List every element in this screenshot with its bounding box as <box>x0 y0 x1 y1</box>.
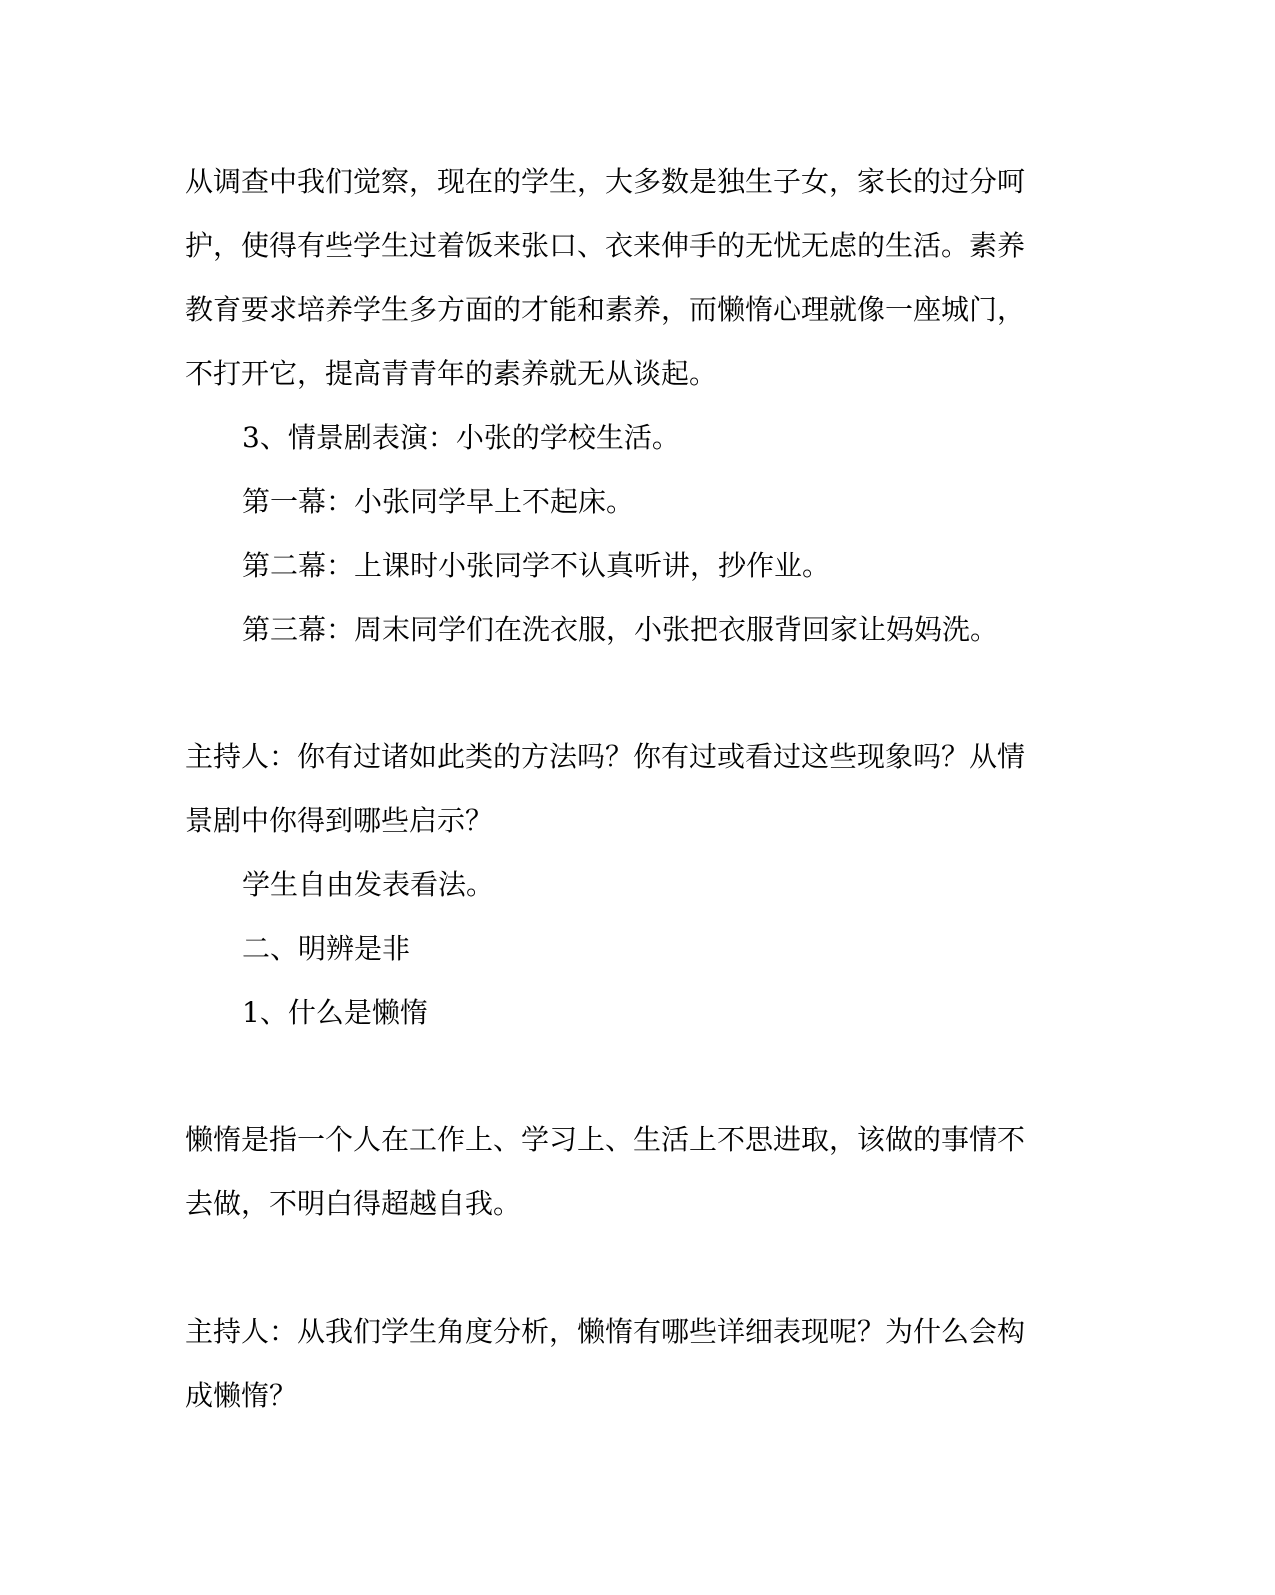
text-line: 1、什么是懒惰 <box>242 996 428 1029</box>
text-line: 3、情景剧表演：小张的学校生活。 <box>242 421 680 454</box>
text-line: 不打开它，提高青青年的素养就无从谈起。 <box>185 357 718 390</box>
text-line: 主持人：你有过诸如此类的方法吗？你有过或看过这些现象吗？从情 <box>185 740 1026 773</box>
text-line: 第二幕：上课时小张同学不认真听讲，抄作业。 <box>242 549 831 582</box>
paragraph-act-two <box>242 534 1055 598</box>
text-line: 成懒惰？ <box>185 1379 298 1412</box>
text-line: 第三幕：周末同学们在洗衣服，小张把衣服背回家让妈妈洗。 <box>242 613 999 646</box>
paragraph-act-three <box>242 598 1055 662</box>
paragraph-host-question-2 <box>185 1300 1055 1428</box>
paragraph-survey-findings <box>185 150 1055 406</box>
text-line: 懒惰是指一个人在工作上、学习上、生活上不思进取，该做的事情不 <box>185 1123 1026 1156</box>
section-heading-right-wrong <box>242 917 1055 981</box>
text-line: 二、明辨是非 <box>242 932 411 965</box>
paragraph-host-question-1 <box>185 725 1055 853</box>
paragraph-act-one <box>242 470 1055 534</box>
text-line: 主持人：从我们学生角度分析，懒惰有哪些详细表现呢？为什么会构 <box>185 1315 1026 1348</box>
text-line: 第一幕：小张同学早上不起床。 <box>242 485 635 518</box>
paragraph-laziness-definition <box>185 1108 1055 1236</box>
text-line: 景剧中你得到哪些启示？ <box>185 804 494 837</box>
text-line: 护，使得有些学生过着饭来张口、衣来伸手的无忧无虑的生活。素养 <box>185 229 1026 262</box>
text-line: 去做，不明白得超越自我。 <box>185 1187 522 1220</box>
paragraph-skit-title <box>242 406 1055 470</box>
text-line: 教育要求培养学生多方面的才能和素养，而懒惰心理就像一座城门， <box>185 293 1026 326</box>
paragraph-students-discuss <box>242 853 1055 917</box>
subheading-what-is-laziness <box>242 981 1055 1045</box>
text-line: 从调查中我们觉察，现在的学生，大多数是独生子女，家长的过分呵 <box>185 165 1026 198</box>
text-line: 学生自由发表看法。 <box>242 868 495 901</box>
